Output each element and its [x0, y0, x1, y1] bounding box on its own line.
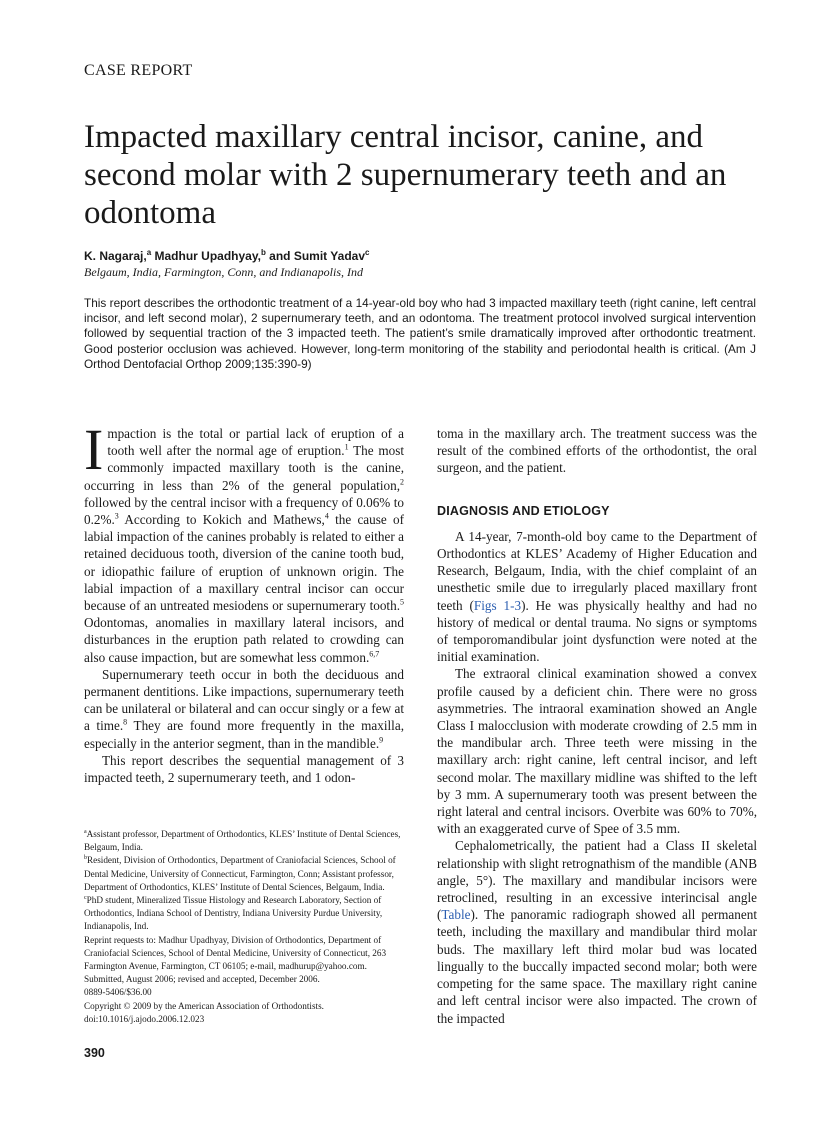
footnote — [84, 854, 404, 894]
footnote-mark: b — [84, 855, 87, 862]
price-code: 0889-5406/$36.00 — [84, 987, 152, 998]
text-run: followed by the central incisor with a frequency of 0.06% to 0.2%. — [84, 494, 404, 528]
abstract: This report describes the orthodontic treatment of a 14-year-old boy who had 3 impacted maxillary teeth (right canine, left central incisor, and left second molar), 2 supernumerary teeth, and an odontoma. The treatment protocol involved surgical intervention followed by sequential traction of the 3 impacted teeth. The patient’s smile dramatically improved after orthodontic treatment. Good posterior occlusion was achieved. However, long-term monitoring of the stability and periodontal health is critical. (Am J Orthod Dentofacial Orthop 2009;135:390-9) — [84, 296, 756, 371]
doi[interactable]: doi:10.1016/j.ajodo.2006.12.023 — [84, 1013, 205, 1024]
footnote-text: Assistant professor, Department of Orthodontics, KLES’ Institute of Dental Sciences, Belgaum, India. — [84, 829, 401, 853]
citation-ref[interactable]: 9 — [379, 735, 384, 745]
citation-ref[interactable]: 3 — [114, 511, 119, 521]
page-number: 390 — [84, 1046, 105, 1060]
text-run: mpaction is the total or partial lack of eruption of a tooth well after the normal age of eruption. — [107, 426, 404, 459]
author-affiliation-mark: a — [146, 248, 152, 257]
citation-ref[interactable]: 8 — [123, 718, 128, 728]
drop-cap: I — [84, 417, 104, 482]
footnote — [84, 828, 404, 854]
footnotes — [84, 828, 404, 1026]
body-paragraph — [437, 528, 757, 666]
body-paragraph: toma in the maxillary arch. The treatment success was the result of the combined efforts of the orthodontist, the oral surgeon, and the patient. — [437, 426, 757, 476]
footnote-mark: c — [84, 894, 87, 901]
text-run: ). The panoramic radiograph showed all permanent teeth, including the maxillary and mandibular third molar buds. The maxillary left third molar bud was located lingually to the buccally impacted second molar; both were competing for the same space. The maxillary right canine and left central incisor were also impacted. The crown of the impacted — [437, 907, 757, 1026]
article-title: Impacted maxillary central incisor, canine, and second molar with 2 supernumerary teeth and an odontoma — [84, 119, 727, 231]
text-run: the cause of labial impaction of the canines probably is related to either a retained deciduous tooth, diversion of the canine tooth bud, or idiopathic failure of eruption of unknown origin. The labial impaction of a maxillary central incisor can occur because of an untreated mesiodens or supernumerary tooth. — [84, 512, 404, 614]
copyright: Copyright © 2009 by the American Association of Orthodontists. — [84, 1000, 324, 1011]
author-affiliation-mark: b — [260, 248, 266, 257]
text-run: ). He was physically healthy and had no history of medical or dental trauma. No signs or symptoms of temporomandibular joint dysfunction were noted at the initial examination. — [437, 597, 757, 665]
citation-ref[interactable]: 4 — [324, 511, 329, 521]
text-run: They are found more frequently in the maxilla, especially in the anterior segment, than in the mandible. — [84, 718, 404, 751]
author-name: Madhur Upadhyay, — [151, 249, 261, 263]
author-list — [84, 248, 369, 263]
footnote — [84, 894, 404, 934]
text-run: Cephalometrically, the patient had a Class II skeletal relationship with slight retrognathism of the mandible (ANB angle, 5°). The maxillary and mandibular incisors were retroclined, resulting in an excessive interincisal angle ( — [437, 838, 757, 923]
body-paragraph — [437, 837, 757, 1026]
citation-ref[interactable]: 5 — [400, 597, 404, 607]
left-column — [84, 417, 404, 786]
reprint-request: Reprint requests to: Madhur Upadhyay, Division of Orthodontics, Department of Craniofacial Sciences, School of Dental Medicine, University of Connecticut, 263 Farmington Avenue, Farmington, CT 06105; e-mail, madhurup@yahoo.com. — [84, 934, 387, 972]
footnote-text: PhD student, Mineralized Tissue Histology and Research Laboratory, Section of Orthodontics, Indiana School of Dentistry, Indiana University Purdue University, Indianapolis, Ind. — [84, 895, 383, 932]
author-name: and Sumit Yadav — [265, 249, 365, 263]
right-column — [437, 425, 757, 1027]
section-label: CASE REPORT — [84, 62, 193, 79]
footnote-text: Resident, Division of Orthodontics, Department of Craniofacial Sciences, School of Dental Medicine, University of Connecticut, Farmington, Conn; Assistant professor, Department of Orthodontics, KLES’ Institute of Dental Sciences, Belgaum, India. — [84, 855, 396, 892]
text-run: A 14-year, 7-month-old boy came to the Department of Orthodontics at KLES’ Academy of Higher Education and Research, Belgaum, India, with the chief complaint of an unesthetic smile due to irregularly placed maxillary front teeth ( — [437, 528, 757, 613]
body-paragraph: The extraoral clinical examination showed a convex profile caused by a deficient chin. There were no gross asymmetries. The intraoral examination showed an Angle Class I malocclusion with moderate crowding of 2.5 mm in the mandibular arch. Three teeth were missing in the maxillary arch: right canine, left central incisor, and left second molar. The maxillary midline was shifted to the left by 3 mm. A supernumerary tooth was present between the right lateral and central incisors. Overbite was 60% to 70%, with an exaggerated curve of Spee of 3.5 mm. — [437, 666, 757, 837]
author-name: K. Nagaraj, — [84, 249, 147, 263]
text-run: The most commonly impacted maxillary tooth is the canine, occurring in less than 2% of the general population, — [84, 443, 404, 493]
text-run: Odontomas, anomalies in maxillary lateral incisors, and disturbances in the eruption path related to crowding can also cause impaction, but are somewhat less common. — [84, 615, 404, 665]
figure-link[interactable]: Figs 1-3 — [473, 597, 522, 613]
footnote-mark: a — [84, 828, 87, 835]
citation-ref[interactable]: 1 — [344, 442, 349, 452]
citation-ref[interactable]: 6,7 — [369, 649, 380, 659]
body-paragraph — [84, 417, 404, 666]
text-run: According to Kokich and Mathews, — [118, 512, 325, 528]
author-locations: Belgaum, India, Farmington, Conn, and Indianapolis, Ind — [84, 265, 363, 279]
body-paragraph: This report describes the sequential management of 3 impacted teeth, 2 supernumerary teeth, and 1 odon- — [84, 752, 404, 786]
author-affiliation-mark: c — [365, 248, 370, 257]
submission-dates: Submitted, August 2006; revised and accepted, December 2006. — [84, 974, 320, 985]
body-paragraph — [84, 666, 404, 752]
citation-ref[interactable]: 2 — [400, 477, 404, 487]
table-link[interactable]: Table — [441, 907, 471, 923]
section-heading: DIAGNOSIS AND ETIOLOGY — [437, 503, 610, 518]
text-run: Supernumerary teeth occur in both the deciduous and permanent dentitions. Like impactions, supernumerary teeth can be unilateral or bilateral and can occur singly or a few at a time. — [84, 666, 404, 734]
